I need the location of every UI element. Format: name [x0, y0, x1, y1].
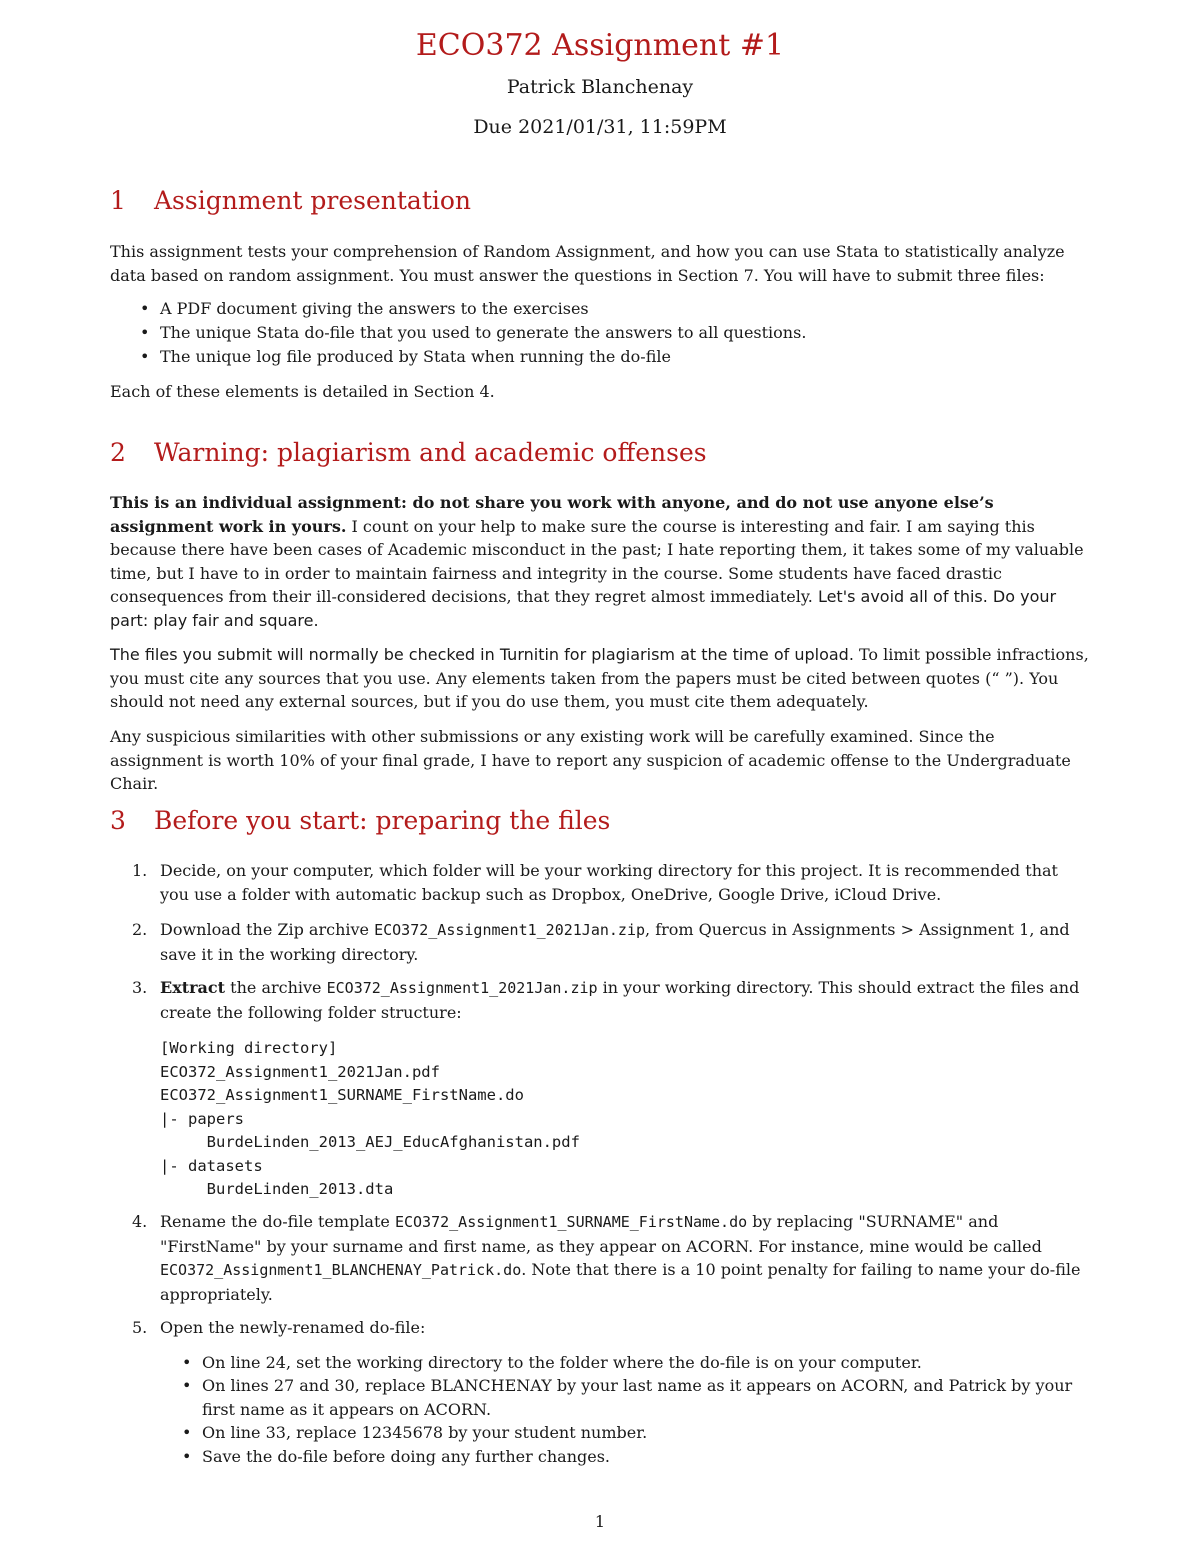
list-item-text: Decide, on your computer, which folder will be your working directory for this project. It is recommended that you use a folder with automatic backup such as Dropbox, OneDrive, Google Drive, iCloud Drive. — [160, 861, 1058, 904]
section-2-paragraph-2 — [110, 643, 1090, 714]
list-item: • A PDF document giving the answers to the exercises — [110, 297, 1090, 321]
list-item-text: Rename the do-file template — [160, 1212, 395, 1231]
paragraph-text: To limit possible infractions, you must cite any sources that you use. Any elements taken from the papers must be cited between quotes (“ ”). You should not need any external sources, but if you do use them, you must cite them adequately. — [110, 645, 1089, 711]
steps-list — [110, 976, 1090, 1024]
list-item-text: , from Quercus in Assignments > Assignment 1, and save it in the working directory. — [160, 920, 1070, 964]
sub-bullet-list — [160, 1351, 1090, 1469]
section-1-title: Assignment presentation — [154, 186, 472, 215]
section-2-title: Warning: plagiarism and academic offenses — [154, 438, 707, 467]
folder-line: BurdeLinden_2013_AEJ_EducAfghanistan.pdf — [160, 1133, 580, 1151]
folder-line: BurdeLinden_2013.dta — [160, 1180, 394, 1198]
list-number: 3. — [132, 978, 148, 997]
document-due-date: Due 2021/01/31, 11:59PM — [473, 116, 727, 138]
section-2-paragraph-3: Any suspicious similarities with other submissions or any existing work will be carefully examined. Since the assignment is worth 10% of your final grade, I have to report any suspicion of academic offense to the Undergraduate Chair. — [110, 727, 1071, 793]
list-item: • On line 33, replace 12345678 by your student number. — [160, 1421, 1090, 1445]
folder-line: |- papers — [160, 1109, 244, 1128]
section-2-heading — [110, 438, 707, 467]
document-title: ECO372 Assignment #1 — [415, 28, 785, 63]
bold-text: Extract — [160, 978, 226, 997]
steps-list — [110, 859, 1090, 906]
section-1-heading — [110, 186, 471, 215]
section-2-paragraph-1 — [110, 491, 1090, 632]
filename-code: ECO372_Assignment1_SURNAME_FirstName.do — [394, 1213, 748, 1231]
paragraph-text: The files you submit will normally be checked in Turnitin for plagiarism at the time of upload. — [110, 645, 854, 664]
steps-list — [110, 918, 1090, 966]
paragraph-text: Let's avoid all of this. Do your part: play fair and square. — [110, 587, 1057, 630]
filename-code: ECO372_Assignment1_2021Jan.zip — [326, 979, 598, 997]
filename-code: ECO372_Assignment1_2021Jan.zip — [374, 921, 646, 939]
list-item-text: . Note that there is a 10 point penalty for failing to name your do-file appropriately. — [160, 1260, 1081, 1304]
bold-text: This is an individual assignment: do not share you work with anyone, and do not use anyone else’s assignment work in yours. — [110, 493, 994, 536]
folder-structure — [160, 1037, 580, 1202]
list-item-text: in your working directory. This should extract the files and create the following folder structure: — [160, 978, 1080, 1022]
list-item: • On line 24, set the working directory to the folder where the do-file is on your computer. — [160, 1351, 1090, 1375]
list-item: • Save the do-file before doing any further changes. — [160, 1445, 1090, 1469]
list-item: • On lines 27 and 30, replace BLANCHENAY by your last name as it appears on ACORN, and Patrick by your first name as it appears on ACORN. — [160, 1374, 1090, 1421]
folder-line: |- datasets — [160, 1156, 263, 1175]
list-item: • The unique log file produced by Stata when running the do-file — [110, 345, 1090, 369]
section-1-intro: This assignment tests your comprehension of Random Assignment, and how you can use Stata to statistically analyze data based on random assignment. You must answer the questions in Section 7. You will have to submit three files: — [110, 242, 1065, 285]
section-3-heading — [110, 806, 610, 835]
list-item — [110, 1316, 1090, 1468]
filename-code: ECO372_Assignment1_BLANCHENAY_Patrick.do — [160, 1261, 522, 1279]
list-number: 1. — [132, 861, 148, 880]
section-1-number: 1 — [110, 186, 126, 215]
steps-list — [110, 1210, 1090, 1306]
section-2-number: 2 — [110, 438, 126, 467]
list-item-text: Open the newly-renamed do-file: — [160, 1318, 426, 1337]
list-number: 4. — [132, 1212, 148, 1231]
paragraph-text: I count on your help to make sure the course is interesting and fair. I am saying this because there have been cases of Academic misconduct in the past; I hate reporting them, it takes some of my valuable time, but I have to in order to maintain fairness and integrity in the course. Some students have faced drastic consequences from their ill-considered decisions, that they regret almost immediately. — [110, 516, 1084, 606]
list-item-text: the archive — [225, 978, 327, 997]
page-number: 1 — [594, 1512, 606, 1531]
list-item — [110, 976, 1090, 1024]
list-number: 2. — [132, 920, 148, 939]
folder-line: ECO372_Assignment1_SURNAME_FirstName.do — [160, 1086, 524, 1104]
list-item — [110, 918, 1090, 966]
list-item-text: Download the Zip archive — [160, 920, 375, 939]
folder-line: [Working directory] — [160, 1039, 338, 1057]
document-author: Patrick Blanchenay — [506, 76, 694, 98]
list-item-text: by replacing "SURNAME" and "FirstName" by your surname and first name, as they appear on ACORN. For instance, mine would be called — [160, 1212, 1042, 1256]
section-3-number: 3 — [110, 806, 126, 835]
section-3-title: Before you start: preparing the files — [154, 806, 611, 835]
steps-list — [110, 1316, 1090, 1468]
section-1-outro: Each of these elements is detailed in Section 4. — [110, 382, 495, 401]
section-1-bullet-list — [110, 297, 1090, 369]
list-item: • The unique Stata do-file that you used to generate the answers to all questions. — [110, 321, 1090, 345]
list-number: 5. — [132, 1318, 148, 1337]
list-item — [110, 859, 1090, 906]
folder-line: ECO372_Assignment1_2021Jan.pdf — [160, 1062, 440, 1081]
list-item — [110, 1210, 1090, 1306]
